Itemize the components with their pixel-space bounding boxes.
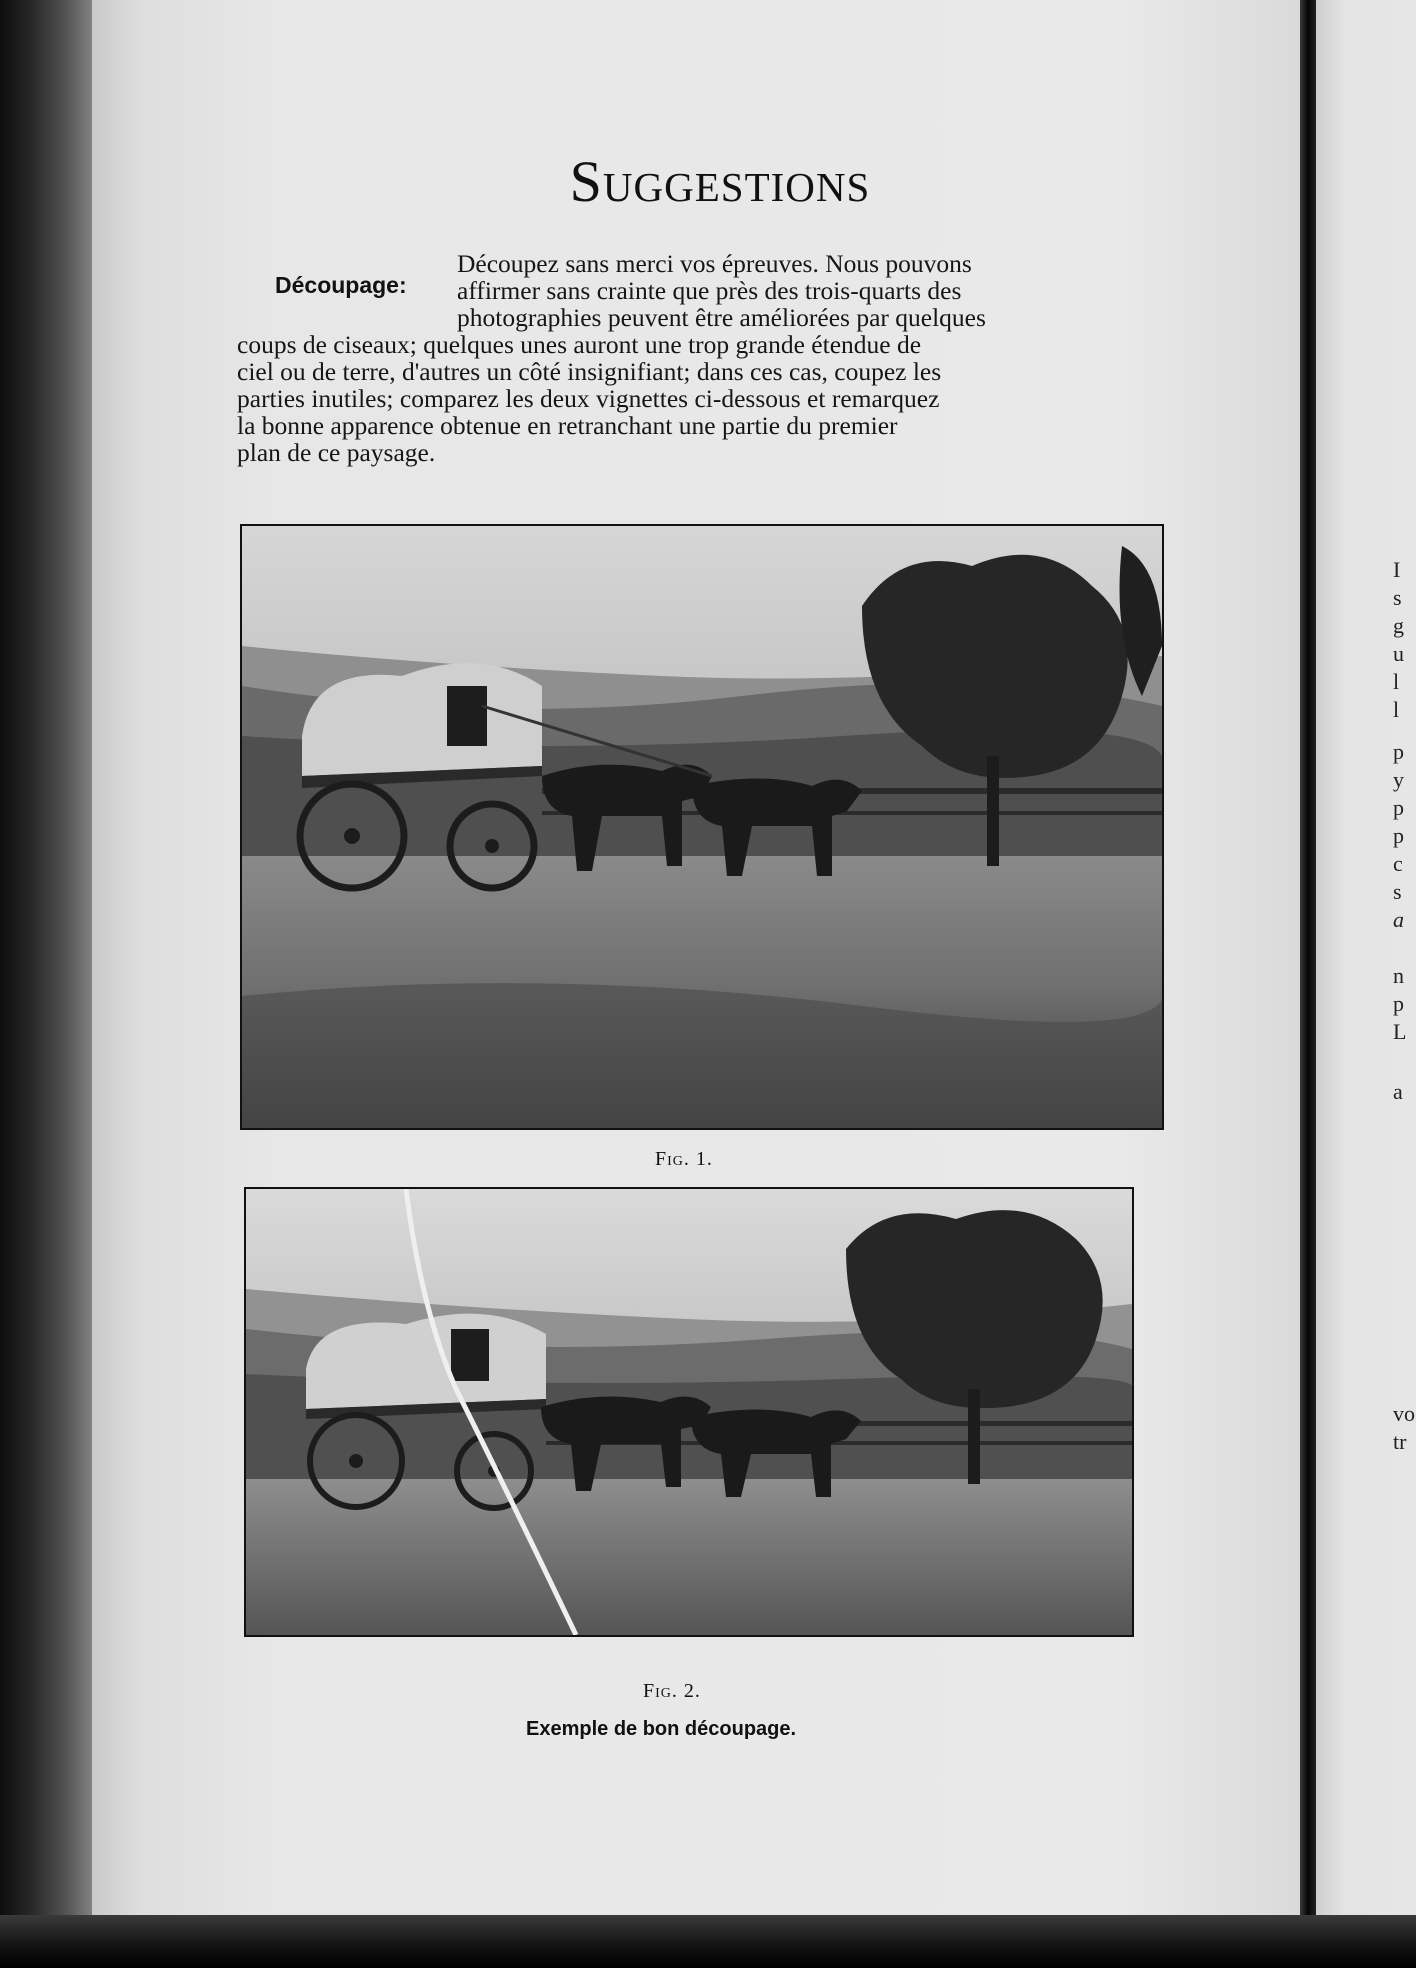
facing-page-letter: n [1393,963,1404,988]
paragraph-line: ciel ou de terre, d'autres un côté insignifiant; dans ces cas, coupez les [237,357,942,386]
facing-page-letter: l [1393,669,1400,694]
figure-1-caption: Fig. 1. [655,1148,713,1170]
wagon-photograph-uncropped [242,526,1162,1128]
paragraph-line: photographies peuvent être améliorées par quelques [457,303,986,332]
facing-page-letter: L [1393,1019,1407,1044]
paragraph-line: parties inutiles; comparez les deux vignettes ci-dessous et remarquez [237,384,940,413]
paragraph-line: plan de ce paysage. [237,438,436,467]
paragraph-line: coups de ciseaux; quelques unes auront une trop grande étendue de [237,330,922,359]
facing-page-letter: p [1393,795,1404,820]
page-title: Suggestions [569,149,871,214]
facing-page-letter: p [1393,991,1404,1016]
book-spine-edge [0,0,96,1968]
facing-page-letter: p [1393,823,1404,848]
facing-page-letter: vo [1393,1401,1415,1426]
book-gutter [1300,0,1316,1968]
paragraph-line: affirmer sans crainte que près des trois-quarts des [457,276,962,305]
facing-page-letter: c [1393,851,1403,876]
facing-page-letter: p [1393,739,1404,764]
facing-page-letter: tr [1393,1429,1407,1454]
facing-page-letter: g [1393,613,1404,638]
paragraph-line: Découpez sans merci vos épreuves. Nous pouvons [457,249,972,278]
facing-page-letter: s [1393,585,1402,610]
photo-figure-1 [240,524,1164,1130]
facing-page-letter: a [1393,1079,1403,1104]
facing-page-letter: s [1393,879,1402,904]
facing-page-letter: a [1393,907,1404,932]
section-label: Découpage: [275,272,407,298]
figure-2-subcaption: Exemple de bon découpage. [526,1718,797,1740]
book-bottom-edge [0,1915,1416,1968]
figure-2-caption: Fig. 2. [643,1680,701,1702]
facing-page-letter: I [1393,557,1401,582]
wagon-photograph-cropped [246,1189,1132,1635]
photo-figure-2 [244,1187,1134,1637]
paragraph-line: la bonne apparence obtenue en retranchant une partie du premier [237,411,898,440]
facing-page-letter: y [1393,767,1404,792]
facing-page-letter: u [1393,641,1404,666]
facing-page-letter: l [1393,697,1400,722]
